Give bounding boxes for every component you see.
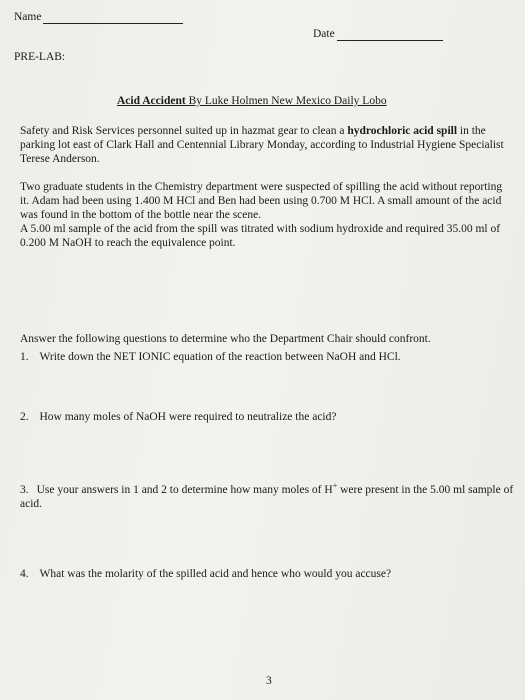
name-blank-line	[43, 23, 183, 24]
date-label: Date	[313, 28, 335, 40]
question-1-text: Write down the NET IONIC equation of the reaction between NaOH and HCl.	[39, 351, 401, 363]
question-3-number: 3.	[20, 483, 29, 496]
paragraph-1-text-a: Safety and Risk Services personnel suited up in hazmat gear to clean a	[20, 125, 348, 137]
date-blank-line	[337, 40, 443, 41]
question-1-number: 1.	[20, 351, 29, 363]
name-label: Name	[14, 11, 42, 23]
paragraph-1-text-b: in the parking lot east of Clark Hall and Centennial Library Monday, according to Industrial Hygiene Specialist Terese Anderson.	[20, 125, 504, 165]
article-title-bold: Acid Accident	[117, 95, 186, 107]
question-2	[20, 410, 510, 424]
question-3-text-a: Use your answers in 1 and 2 to determine how many moles of H	[36, 483, 333, 496]
prelab-heading: PRE-LAB:	[14, 51, 66, 63]
paragraph-1-bold: hydrochloric acid spill	[347, 125, 458, 137]
article-paragraph-2: Two graduate students in the Chemistry department were suspected of spilling the acid without reporting it. Adam had been using 1.400 M HCl and Ben had been using 0.700 M HCl. A small amount of the acid was found in the bottom of the bottle near the scene.	[20, 181, 503, 221]
question-4	[20, 567, 510, 581]
question-3-superscript: +	[332, 481, 338, 490]
article-title	[117, 94, 387, 108]
page-number: 3	[266, 675, 272, 687]
article-title-byline: By Luke Holmen New Mexico Daily Lobo	[185, 95, 387, 107]
question-2-text: How many moles of NaOH were required to neutralize the acid?	[39, 411, 337, 423]
questions-intro: Answer the following questions to determine who the Department Chair should confront.	[20, 333, 431, 345]
name-field	[14, 10, 183, 24]
article-paragraph-3: A 5.00 ml sample of the acid from the spill was titrated with sodium hydroxide and required 35.00 ml of 0.200 M NaOH to reach the equivalence point.	[20, 223, 501, 249]
question-1	[20, 350, 510, 364]
question-4-text: What was the molarity of the spilled acid and hence who would you accuse?	[39, 568, 392, 580]
question-3-text-b: were present in the 5.00 ml sample of acid.	[20, 483, 514, 510]
question-3	[20, 479, 516, 511]
article-paragraph-1	[20, 124, 506, 166]
question-4-number: 4.	[20, 568, 29, 580]
date-field	[313, 27, 443, 41]
question-2-number: 2.	[20, 411, 29, 423]
